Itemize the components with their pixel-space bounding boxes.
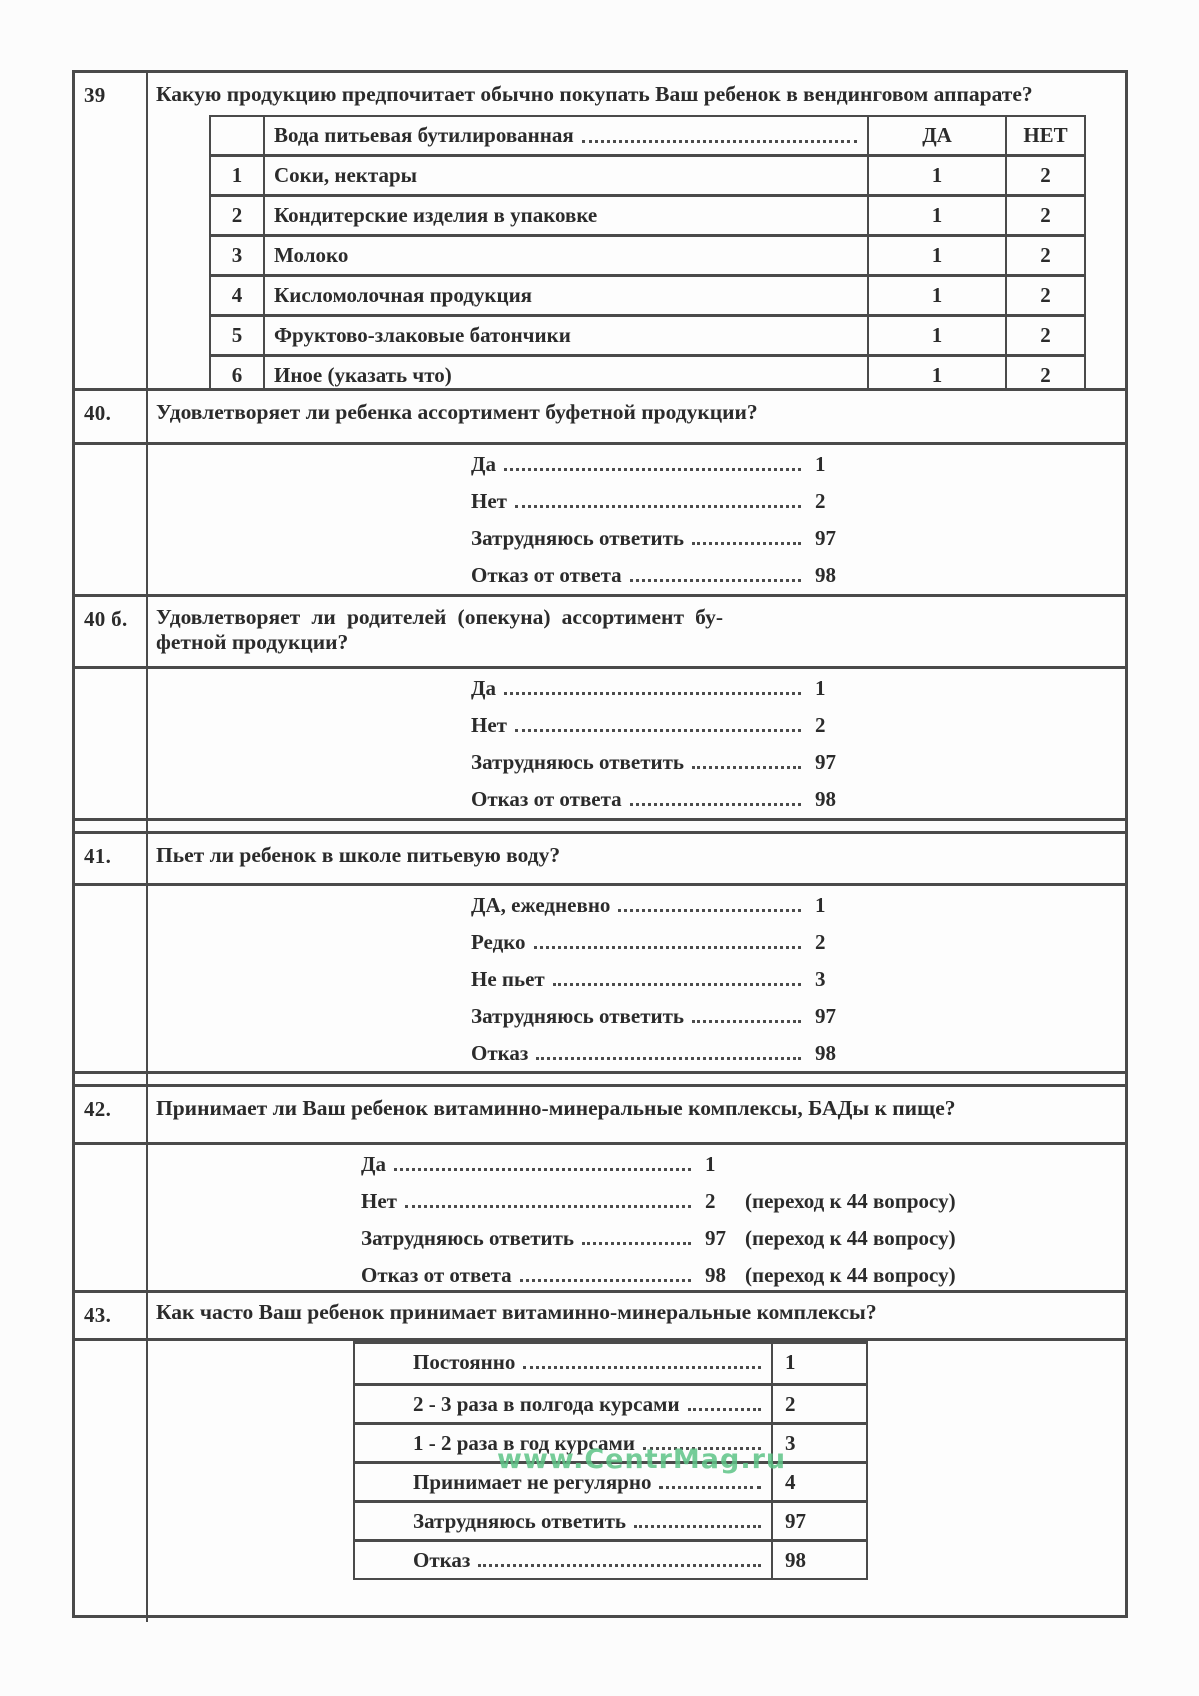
option-label: Да [471,676,496,700]
question-40b-answers [75,669,1125,821]
question-text: Удовлетворяет ли ребенка ассортимент буфетной продукции? [156,400,758,424]
question-42-answers [75,1145,1125,1293]
option-code: 1 [815,893,826,917]
dotted-leader [634,1513,761,1528]
option-code: 97 [815,750,836,774]
question-number-empty [75,821,148,831]
option-code: 98 [771,1542,866,1578]
answer-option [148,1041,1125,1074]
table-row [355,1539,866,1578]
dotted-leader [659,1474,761,1489]
dotted-leader [582,128,857,143]
dotted-leader [504,680,801,695]
table-row [211,234,1084,274]
answer-option [148,787,1125,821]
option-code: 98 [815,1041,836,1065]
option-code: 3 [815,967,826,991]
question-41-answers [75,886,1125,1074]
row-item: Кисломолочная продукция [263,277,867,314]
spacer-row [75,821,1125,834]
question-text [148,597,733,655]
questionnaire-table [72,70,1128,1618]
dotted-leader [504,456,801,471]
dotted-leader [394,1156,691,1171]
row-yes-code: 1 [867,277,1005,314]
option-label: Редко [471,930,526,954]
option-label: 1 - 2 раза в год курсами [413,1431,635,1455]
question-number-empty [75,1341,148,1622]
question-text: Как часто Ваш ребенок принимает витаминно-минеральные комплексы? [156,1300,877,1324]
header-yes-cell: ДА [867,117,1005,154]
question-41-header [75,834,1125,886]
row-number: 4 [231,283,243,307]
option-label: Затрудняюсь ответить [471,1004,685,1028]
question-text: Принимает ли Ваш ребенок витаминно-минеральные комплексы, БАДы к пище? [156,1096,956,1120]
option-code: 98 [705,1263,726,1287]
option-label: Затрудняюсь ответить [361,1226,575,1250]
dotted-leader [523,1354,761,1369]
answer-option [148,452,1125,489]
table-row [355,1344,866,1383]
option-code: 2 [705,1189,716,1213]
question-number: 42. [75,1087,148,1142]
answer-option [148,930,1125,967]
question-line-1: Удовлетворяет ли родителей (опекуна) ассортимент бу- [156,605,723,629]
option-label: Затрудняюсь ответить [413,1509,627,1533]
row-yes-code: 1 [867,237,1005,274]
option-code: 4 [771,1464,866,1500]
dotted-leader [630,791,801,806]
option-label: Постоянно [413,1350,516,1374]
option-label: Да [471,452,496,476]
option-code: 97 [771,1503,866,1539]
skip-note: (переход к 44 вопросу) [745,1263,956,1287]
row-yes-code: 1 [867,197,1005,234]
answer-option [148,1226,1125,1263]
option-label: Нет [471,713,507,737]
option-code: 97 [815,1004,836,1028]
question-40-header [75,391,1125,445]
option-label: Затрудняюсь ответить [471,526,685,550]
answer-option [148,750,1125,787]
question-40b-header [75,597,1125,669]
row-item: Кондитерские изделия в упаковке [263,197,867,234]
question-43-answers [75,1341,1125,1622]
question-number: 41. [75,834,148,883]
header-no-cell: НЕТ [1005,117,1084,154]
option-label: Не пьет [471,967,545,991]
option-code: 97 [815,526,836,550]
row-number: 3 [231,243,243,267]
row-no-code: 2 [1005,357,1084,391]
answer-option [148,676,1125,713]
question-text: Какую продукцию предпочитает обычно покупать Ваш ребенок в вендинговом аппарате? [156,82,1033,106]
dotted-leader [688,1396,761,1411]
option-label: Затрудняюсь ответить [471,750,685,774]
answer-option [148,526,1125,563]
answer-option [148,563,1125,597]
answer-option [148,893,1125,930]
option-label: Да [361,1152,386,1176]
option-code: 1 [771,1344,866,1383]
dotted-leader [520,1267,691,1282]
dotted-leader [618,897,801,912]
table-row [211,194,1084,234]
dotted-leader [553,971,801,986]
row-number: 5 [231,323,243,347]
question-42-header [75,1087,1125,1145]
row-number: 6 [231,363,243,387]
option-code: 98 [815,787,836,811]
row-no-code: 2 [1005,197,1084,234]
skip-note: (переход к 44 вопросу) [745,1226,956,1250]
option-label: Отказ [413,1548,471,1572]
option-code: 98 [815,563,836,587]
question-number: 43. [75,1293,148,1338]
dotted-leader [536,1045,801,1060]
row-yes-code: 1 [867,357,1005,391]
answer-option [148,1152,1125,1189]
row-item: Иное (указать что) [263,357,867,391]
row-no-code: 2 [1005,277,1084,314]
row-no-code: 2 [1005,157,1084,194]
dotted-leader [534,934,801,949]
question-number-empty [75,1145,148,1290]
vending-products-table [209,115,1086,391]
option-code: 97 [705,1226,726,1250]
dotted-leader [692,754,801,769]
answer-option [148,967,1125,1004]
option-label: Принимает не регулярно [413,1470,652,1494]
option-code: 2 [815,713,826,737]
dotted-leader [582,1230,691,1245]
question-number: 39 [75,73,148,388]
spacer-row [75,1074,1125,1087]
option-code: 2 [771,1386,866,1422]
row-number: 2 [231,203,243,227]
option-label: Отказ от ответа [361,1263,512,1287]
option-label: Нет [361,1189,397,1213]
option-label: Отказ от ответа [471,563,622,587]
option-code: 1 [815,676,826,700]
table-row [211,354,1084,391]
question-number-empty [75,886,148,1071]
row-yes-code: 1 [867,157,1005,194]
answer-option [148,1263,1125,1293]
dotted-leader [630,567,801,582]
option-label: 2 - 3 раза в полгода курсами [413,1392,680,1416]
option-code: 1 [705,1152,716,1176]
question-39-section [75,73,1125,391]
option-code: 1 [815,452,826,476]
row-item: Фруктово-злаковые батончики [263,317,867,354]
option-label: Отказ [471,1041,529,1065]
question-43-header [75,1293,1125,1341]
row-yes-code: 1 [867,317,1005,354]
option-code: 3 [771,1425,866,1461]
table-header-row [211,117,1084,154]
answer-option [148,489,1125,526]
table-row [355,1383,866,1422]
answer-option [148,1189,1125,1226]
dotted-leader [405,1193,691,1208]
table-row [211,154,1084,194]
dotted-leader [692,1008,801,1023]
centrmag-watermark: www.CentrMag.ru [497,1444,787,1475]
dotted-leader [515,717,801,732]
question-number-empty [75,669,148,818]
dotted-leader [478,1552,761,1567]
table-row [355,1500,866,1539]
option-label: ДА, ежедневно [471,893,611,917]
dotted-leader [515,493,801,508]
question-39-content [148,73,1125,388]
answer-option [148,1004,1125,1041]
option-label: Отказ от ответа [471,787,622,811]
question-line-2: фетной продукции? [156,630,349,654]
row-item: Соки, нектары [263,157,867,194]
table-row [211,314,1084,354]
skip-note: (переход к 44 вопросу) [745,1189,956,1213]
header-number-cell [211,117,263,154]
row-number: 1 [231,163,243,187]
question-number: 40 б. [75,597,148,666]
question-40-answers [75,445,1125,597]
question-number: 40. [75,391,148,442]
option-code: 2 [815,930,826,954]
row-no-code: 2 [1005,317,1084,354]
question-text: Пьет ли ребенок в школе питьевую воду? [156,843,561,867]
table-row [211,274,1084,314]
question-number-empty [75,445,148,594]
dotted-leader [692,530,801,545]
answer-option [148,713,1125,750]
option-label: Нет [471,489,507,513]
question-number-empty [75,1074,148,1084]
row-item: Молоко [263,237,867,274]
header-item-label: Вода питьевая бутилированная [274,123,574,147]
header-item-cell [263,117,867,154]
row-no-code: 2 [1005,237,1084,274]
option-code: 2 [815,489,826,513]
